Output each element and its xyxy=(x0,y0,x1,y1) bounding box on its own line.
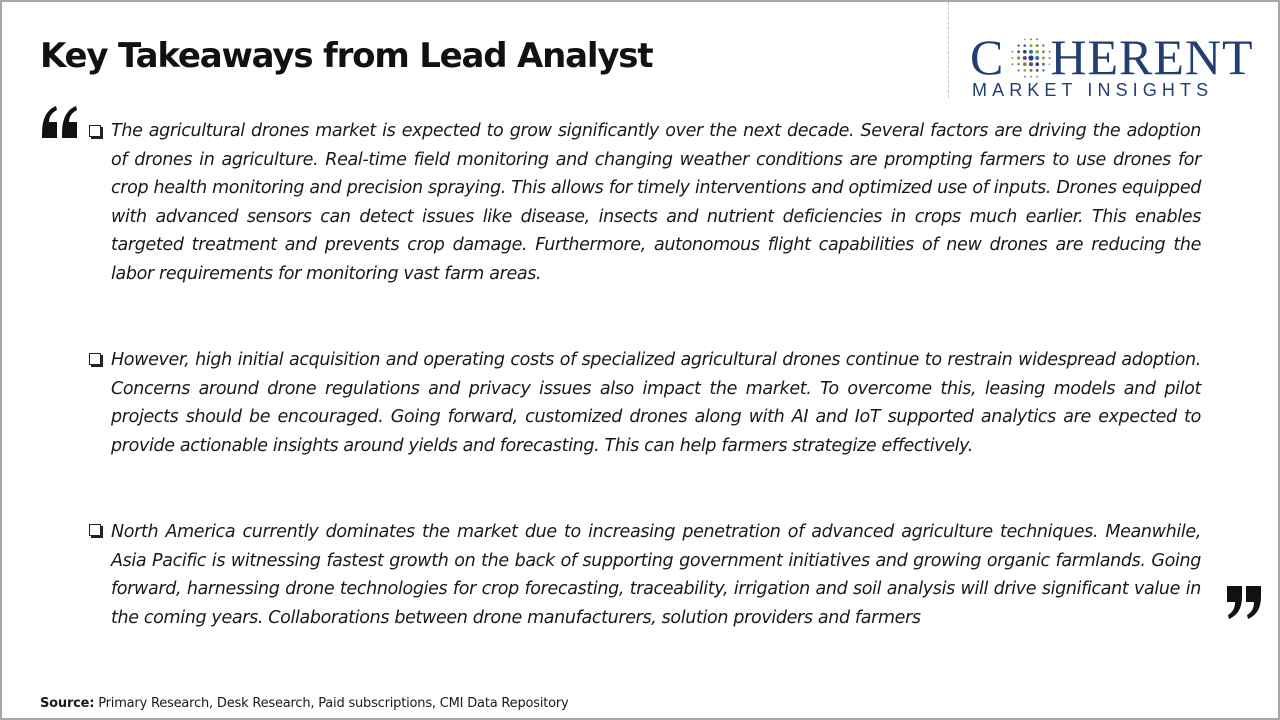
source-note xyxy=(40,696,569,711)
logo-divider xyxy=(948,2,949,98)
takeaway-paragraph-2: However, high initial acquisition and operating costs of specialized agricultural drones continue to restrain widespread adoption. Concerns around drone regulations and privacy issues also impact the market. To overcome this, leasing models and pilot projects should be encouraged. Going forward, customized drones along with AI and IoT supported analytics are expected to provide actionable insights around yields and forecasting. This can help farmers strategize effectively. xyxy=(111,350,1201,456)
logo-dot xyxy=(1036,39,1038,41)
page-title: Key Takeaways from Lead Analyst xyxy=(40,36,653,76)
checkbox-bullet-icon xyxy=(89,524,101,536)
logo-dot xyxy=(1024,39,1026,41)
logo-dot xyxy=(1029,69,1032,72)
logo-dot xyxy=(1023,62,1027,66)
logo-dot xyxy=(1011,57,1013,59)
logo-dot xyxy=(1035,62,1039,66)
logo-dot xyxy=(1042,63,1045,66)
quote-close-icon xyxy=(1224,580,1264,624)
logo-dot xyxy=(1023,44,1026,47)
takeaway-paragraph-3: North America currently dominates the market due to increasing penetration of advanced agriculture techniques. Meanwhile, Asia Pacific is witnessing fastest growth on the back of supporting government initiatives and growing organic farmlands. Going forward, harnessing drone technologies for crop forecasting, traceability, irrigation and soil analysis will drive significant value in the coming years. Collaborations between drone manufacturers, solution providers and farmers xyxy=(111,522,1201,628)
logo-dot xyxy=(1036,69,1039,72)
logo-dot xyxy=(1042,56,1045,59)
logo-dot xyxy=(1024,76,1026,78)
logo-dot xyxy=(1042,45,1044,47)
quote-open-icon xyxy=(40,100,80,144)
logo-dot xyxy=(1030,76,1032,78)
logo-dot xyxy=(1023,69,1026,72)
logo-dot xyxy=(1036,76,1038,78)
logo-dot xyxy=(1017,50,1020,53)
checkbox-bullet-icon xyxy=(89,353,101,365)
logo-dot xyxy=(1029,44,1032,47)
logo-dot xyxy=(1042,69,1044,71)
logo-dot xyxy=(1049,63,1051,65)
logo-dot xyxy=(1023,50,1027,54)
logo-wordmark-left: C xyxy=(970,29,1005,85)
logo-wordmark-right: HERENT xyxy=(1050,29,1254,85)
logo-dot xyxy=(1049,51,1051,53)
logo-dot xyxy=(1023,56,1027,60)
logo-dot xyxy=(1018,45,1020,47)
logo-dot xyxy=(1035,50,1039,54)
source-text: Primary Research, Desk Research, Paid subscriptions, CMI Data Repository xyxy=(94,696,569,711)
logo-dot xyxy=(1036,44,1039,47)
logo-dot xyxy=(1012,51,1014,53)
logo-dot xyxy=(1029,50,1033,54)
company-logo xyxy=(970,29,1260,102)
logo-dot xyxy=(1028,55,1033,60)
logo-dot xyxy=(1018,69,1020,71)
takeaway-paragraph-1: The agricultural drones market is expected to grow significantly over the next decade. Several factors are driving the adoption of drones in agriculture. Real-time field monitoring and changing weather conditions are prompting farmers to use drones for crop health monitoring and precision spraying. This allows for timely interventions and optimized use of inputs. Drones equipped with advanced sensors can detect issues like disease, insects and nutrient deficiencies in crops much earlier. This enables targeted treatment and prevents crop damage. Furthermore, autonomous flight capabilities of new drones are reducing the labor requirements for monitoring vast farm areas. xyxy=(111,121,1201,284)
logo-tagline: MARKET INSIGHTS xyxy=(972,80,1214,100)
source-label: Source: xyxy=(40,696,95,711)
logo-dot xyxy=(1017,56,1020,59)
logo-dot xyxy=(1029,62,1033,66)
dot-globe-icon xyxy=(1008,35,1054,81)
logo-dot xyxy=(1042,50,1045,53)
logo-dot xyxy=(1012,63,1014,65)
logo-dot xyxy=(1030,38,1032,40)
logo-dot xyxy=(1017,63,1020,66)
logo-dot xyxy=(1035,56,1039,60)
checkbox-bullet-icon xyxy=(89,125,101,137)
logo-dot xyxy=(1049,57,1051,59)
